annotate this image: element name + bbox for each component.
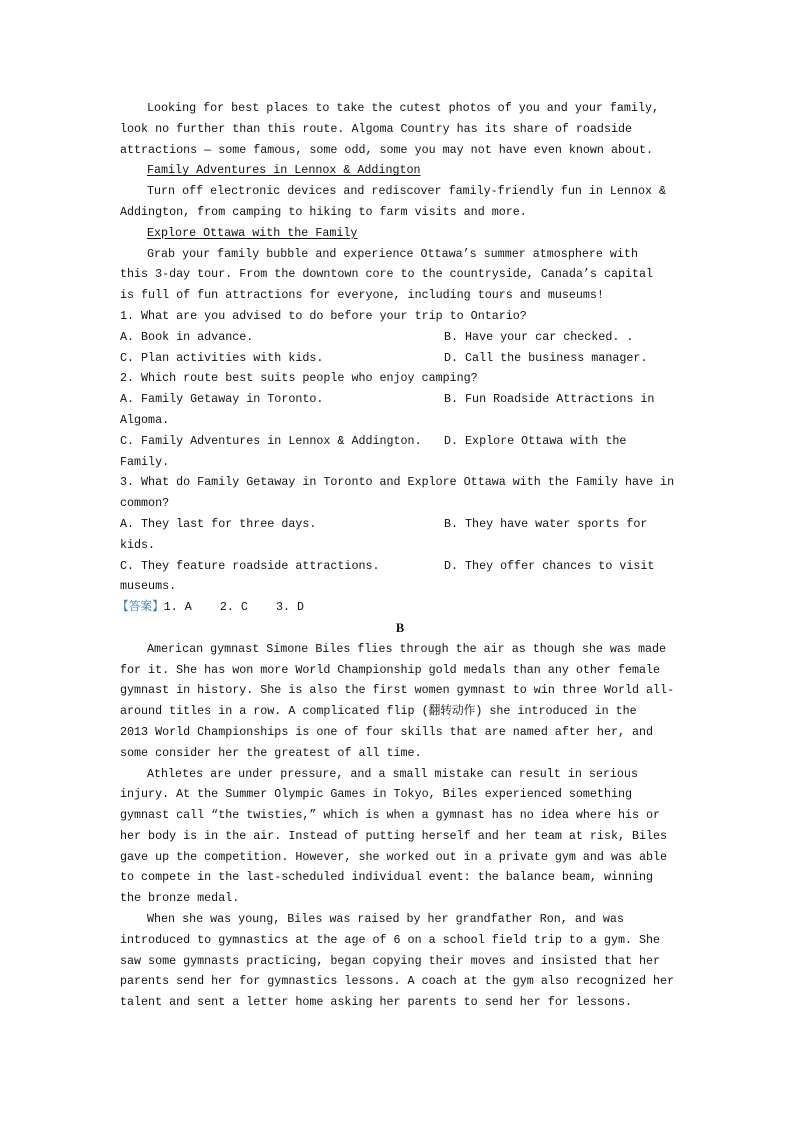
option-row — [120, 514, 680, 535]
answer-label: 【答案】 — [117, 600, 164, 615]
passage-line: the bronze medal. — [120, 891, 240, 906]
option: B. Fun Roadside Attractions in — [444, 392, 655, 407]
passage-line: When she was young, Biles was raised by her grandfather Ron, and was — [147, 912, 624, 927]
passage-line: injury. At the Summer Olympic Games in Tokyo, Biles experienced something — [120, 787, 632, 802]
option: D. Call the business manager. — [444, 350, 648, 365]
option-row — [120, 452, 680, 473]
question-stem-cont: common? — [120, 496, 170, 511]
option-row — [120, 410, 680, 431]
document-page — [117, 98, 680, 1013]
passage-heading: B — [395, 620, 405, 635]
passage-line: her body is in the air. Instead of putting herself and her team at risk, Biles — [120, 828, 668, 843]
option-row — [120, 348, 680, 369]
passage-line: to compete in the last-scheduled individual event: the balance beam, winning — [120, 870, 654, 885]
option-row — [120, 431, 680, 452]
passage-line: for it. She has won more World Championship gold medals than any other female — [120, 662, 661, 677]
passage-line: Athletes are under pressure, and a small mistake can result in serious — [147, 766, 638, 781]
passage-line: gymnast in history. She is also the first women gymnast to win three World all- — [120, 683, 675, 698]
section-line: is full of fun attractions for everyone, including tours and museums! — [120, 288, 604, 303]
option: Algoma. — [120, 412, 170, 427]
passage-line: introduced to gymnastics at the age of 6 on a school field trip to a gym. She — [120, 932, 661, 947]
option: Family. — [120, 454, 170, 469]
option: C. Family Adventures in Lennox & Addington. — [120, 433, 422, 448]
option: B. Have your car checked. . — [444, 329, 634, 344]
question-stem: 3. What do Family Getaway in Toronto and Explore Ottawa with the Family have in — [120, 475, 675, 490]
section-line: Addington, from camping to hiking to farm visits and more. — [120, 204, 527, 219]
section-title — [120, 223, 680, 244]
question-stem: 2. Which route best suits people who enjoy camping? — [120, 371, 478, 386]
passage-line: saw some gymnasts practicing, began copying their moves and insisted that her — [120, 953, 661, 968]
passage-line: 2013 World Championships is one of four skills that are named after her, and — [120, 724, 654, 739]
passage-line: talent and sent a letter home asking her parents to send her for lessons. — [120, 995, 632, 1010]
option: C. Plan activities with kids. — [120, 350, 324, 365]
option: B. They have water sports for — [444, 516, 648, 531]
passage-line: gymnast call “the twisties,” which is when a gymnast has no idea where his or — [120, 808, 661, 823]
section-title-text: Explore Ottawa with the Family — [147, 225, 358, 240]
section-title — [120, 160, 680, 181]
section-line: Turn off electronic devices and rediscover family-friendly fun in Lennox & — [147, 184, 667, 199]
option-row — [120, 389, 680, 410]
section-title-text: Family Adventures in Lennox & Addington — [147, 163, 421, 178]
passage-line: American gymnast Simone Biles flies through the air as though she was made — [147, 641, 667, 656]
section-line: this 3-day tour. From the downtown core to the countryside, Canada’s capital — [120, 267, 654, 282]
passage-line: around titles in a row. A complicated flip (翻转动作) she introduced in the — [120, 704, 637, 719]
passage-line: some consider her the greatest of all time. — [120, 745, 422, 760]
passage-line: parents send her for gymnastics lessons. A coach at the gym also recognized her — [120, 974, 675, 989]
intro-line: Looking for best places to take the cutest photos of you and your family, — [147, 101, 659, 115]
option: C. They feature roadside attractions. — [120, 558, 380, 573]
section-line: Grab your family bubble and experience Ottawa’s summer atmosphere with — [147, 246, 638, 261]
option: museums. — [120, 579, 177, 594]
option: D. They offer chances to visit — [444, 558, 655, 573]
answer-line — [117, 597, 680, 618]
answer-text: 1. A 2. C 3. D — [163, 600, 305, 615]
option-row — [120, 576, 680, 597]
option: A. Book in advance. — [120, 329, 254, 344]
option: kids. — [120, 537, 156, 552]
intro-line: attractions — some famous, some odd, some you may not have even known about. — [120, 142, 654, 157]
intro-line: look no further than this route. Algoma Country has its share of roadside — [120, 121, 632, 136]
option-row — [120, 535, 680, 556]
option-row — [120, 327, 680, 348]
option: A. They last for three days. — [120, 516, 317, 531]
passage-line: gave up the competition. However, she worked out in a private gym and was able — [120, 849, 668, 864]
question-stem: 1. What are you advised to do before your trip to Ontario? — [120, 308, 527, 323]
option: D. Explore Ottawa with the — [444, 433, 627, 448]
option: A. Family Getaway in Toronto. — [120, 392, 324, 407]
option-row — [120, 556, 680, 577]
